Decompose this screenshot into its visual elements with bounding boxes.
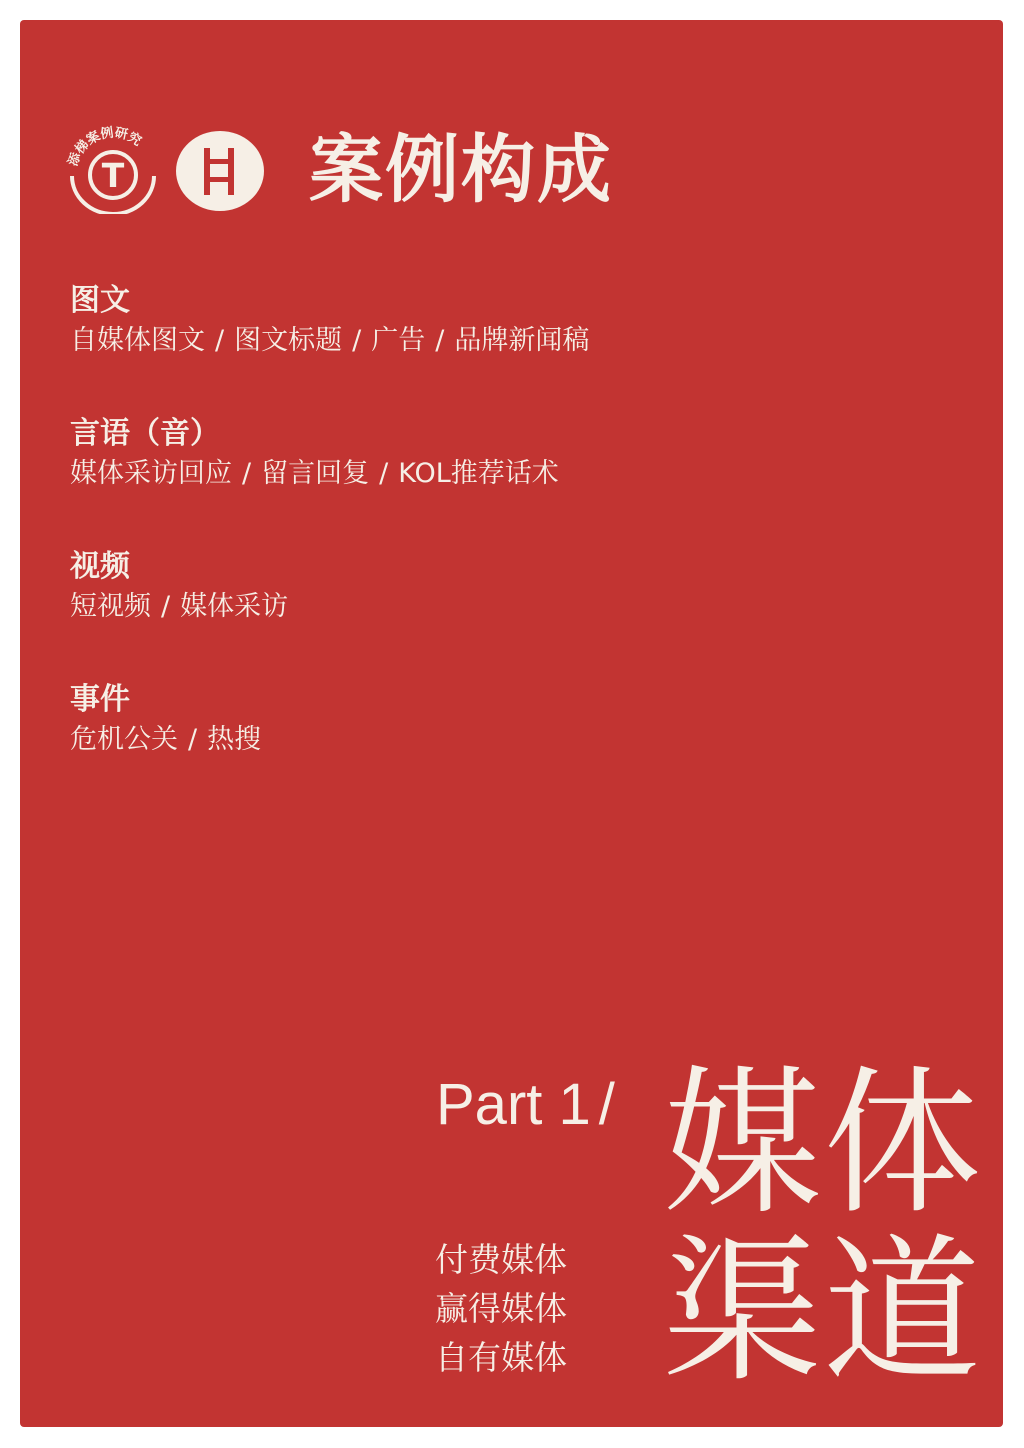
section-item: 自媒体图文 (70, 325, 205, 356)
section-item: 品牌新闻稿 (454, 325, 590, 356)
item-separator: / (188, 724, 198, 755)
part-label (436, 1070, 615, 1140)
section-heading: 视频 (70, 549, 130, 584)
media-type-owned: 自有媒体 (435, 1338, 567, 1377)
section-items (70, 322, 770, 360)
ladder-logo-icon (175, 131, 265, 211)
section-item: 广告 (371, 325, 426, 356)
section-item: 留言回复 (261, 458, 370, 489)
section-items (70, 455, 770, 493)
part-slash: / (598, 1072, 615, 1137)
big-title-line-2: 渠道 (663, 1220, 983, 1404)
section-item: KOL推荐话术 (398, 458, 559, 489)
section-item: 短视频 (70, 591, 151, 622)
item-separator: / (352, 325, 362, 356)
item-separator: / (215, 325, 225, 356)
section-video (70, 546, 770, 679)
section-item: 危机公关 (70, 724, 178, 755)
section-graphic-text (70, 280, 770, 413)
section-heading: 言语（音） (70, 416, 220, 451)
page-title: 案例构成 (309, 127, 613, 213)
poster-card (20, 20, 1003, 1427)
section-item: 媒体采访回应 (70, 458, 232, 489)
media-type-earned: 赢得媒体 (435, 1289, 567, 1328)
item-separator: / (379, 458, 389, 489)
section-items (70, 721, 770, 759)
item-separator: / (435, 325, 445, 356)
section-speech (70, 413, 770, 546)
section-item: 热搜 (207, 724, 262, 755)
logo-monogram: T (101, 156, 125, 195)
logo-arc-text: 添梯案例研究 (66, 125, 144, 169)
section-heading: 图文 (70, 283, 130, 318)
section-item: 媒体采访 (180, 591, 289, 622)
section-items (70, 588, 770, 626)
media-types-list (435, 1235, 567, 1382)
section-item: 图文标题 (234, 325, 343, 356)
case-composition-list (70, 280, 770, 812)
tianti-case-study-logo-icon (66, 124, 160, 214)
item-separator: / (161, 591, 171, 622)
item-separator: / (242, 458, 252, 489)
section-event (70, 679, 770, 812)
section-heading: 事件 (70, 682, 130, 717)
part-number: Part 1 (436, 1072, 591, 1137)
media-type-paid: 付费媒体 (435, 1240, 567, 1279)
big-title-line-1: 媒体 (663, 1052, 983, 1236)
